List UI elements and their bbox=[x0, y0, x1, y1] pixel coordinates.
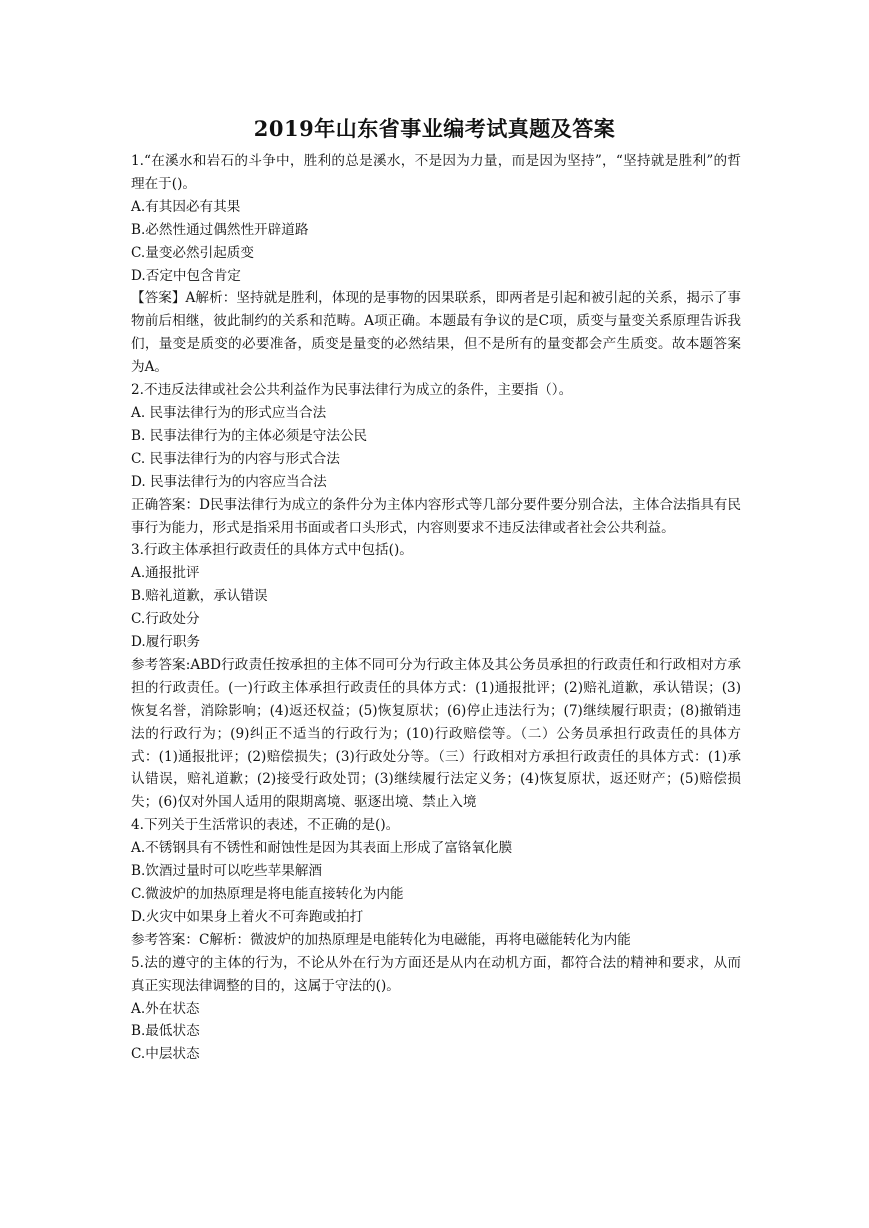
question-2-stem: 2.不违反法律或社会公共利益作为民事法律行为成立的条件，主要指（）。 bbox=[131, 382, 573, 399]
question-1-option-d: D.否定中包含肯定 bbox=[131, 267, 241, 284]
question-5-option-b: B.最低状态 bbox=[131, 1023, 200, 1040]
question-4-answer: 参考答案：C解析：微波炉的加热原理是电能转化为电磁能，再将电磁能转化为内能 bbox=[131, 931, 631, 948]
question-3-stem: 3.行政主体承担行政责任的具体方式中包括()。 bbox=[131, 542, 413, 559]
question-2-answer: 正确答案：D民事法律行为成立的条件分为主体内容形式等几部分要件要分别合法，主体合法指具有民事行为能力，形式是指采用书面或者口头形式，内容则要求不违反法律或者社会公共利益。 bbox=[131, 496, 741, 536]
question-5-option-a: A.外在状态 bbox=[131, 1000, 200, 1017]
question-2-option-d: D. 民事法律行为的内容应当合法 bbox=[131, 473, 327, 490]
question-2-option-a: A. 民事法律行为的形式应当合法 bbox=[131, 404, 327, 421]
question-5-stem: 5.法的遵守的主体的行为，不论从外在行为方面还是从内在动机方面，都符合法的精神和要求，从而真正实现法律调整的目的，这属于守法的()。 bbox=[131, 954, 741, 994]
question-2-option-c: C. 民事法律行为的内容与形式合法 bbox=[131, 450, 340, 467]
question-5-option-c: C.中层状态 bbox=[131, 1046, 200, 1063]
page-title: 2019年山东省事业编考试真题及答案 bbox=[253, 116, 616, 141]
question-4-option-c: C.微波炉的加热原理是将电能直接转化为内能 bbox=[131, 886, 404, 902]
question-3-option-d: D.履行职务 bbox=[131, 634, 201, 651]
question-4-stem: 4.下列关于生活常识的表述，不正确的是()。 bbox=[131, 817, 400, 834]
question-4-option-a: A.不锈钢具有不锈性和耐蚀性是因为其表面上形成了富铬氧化膜 bbox=[131, 840, 513, 857]
question-3-answer: 参考答案:ABD行政责任按承担的主体不同可分为行政主体及其公务员承担的行政责任和行政相对方承担的行政责任。(一)行政主体承担行政责任的具体方式：(1)通报批评；(2)赔礼道歉，承认错误；(3)恢复名誉，消除影响；(4)返还权益；(5)恢复原状；(6)停止违法行为；(7)继续履行职责；(8)撤销违法的行政行为；(9)纠正不适当的行政行为；(10)行政赔偿等。（二）公务员承担行政责任的具体方式：(1)通报批评；(2)赔偿损失；(3)行政处分等。（三）行政相对方承担行政责任的具体方式：(1)承认错误，赔礼道歉；(2)接受行政处罚；(3)继续履行法定义务；(4)恢复原状，返还财产；(5)赔偿损失；(6)仅对外国人适用的限期离境、驱逐出境、禁止入境 bbox=[131, 656, 741, 811]
question-1-stem: 1.“在溪水和岩石的斗争中，胜利的总是溪水，不是因为力量，而是因为坚持”，“坚持就是胜利”的哲理在于()。 bbox=[131, 153, 741, 192]
question-2-option-b: B. 民事法律行为的主体必须是守法公民 bbox=[131, 427, 368, 444]
question-3-option-c: C.行政处分 bbox=[131, 611, 200, 628]
question-4-option-b: B.饮酒过量时可以吃些苹果解酒 bbox=[131, 863, 323, 880]
question-1-answer: 【答案】A解析：坚持就是胜利，体现的是事物的因果联系，即两者是引起和被引起的关系，揭示了事物前后相继，彼此制约的关系和范畴。A项正确。本题最有争议的是C项，质变与量变关系原理告诉我们，量变是质变的必要准备，质变是量变的必然结果，但不是所有的量变都会产生质变。故本题答案为A。 bbox=[131, 290, 741, 376]
question-1-option-a: A.有其因必有其果 bbox=[131, 198, 241, 215]
question-1-option-b: B.必然性通过偶然性开辟道路 bbox=[131, 221, 309, 238]
question-4-option-d: D.火灾中如果身上着火不可奔跑或拍打 bbox=[131, 908, 364, 925]
question-1-option-c: C.量变必然引起质变 bbox=[131, 244, 254, 261]
question-3-option-a: A.通报批评 bbox=[131, 565, 200, 582]
question-3-option-b: B.赔礼道歉，承认错误 bbox=[131, 588, 268, 605]
document-body bbox=[131, 150, 741, 1066]
